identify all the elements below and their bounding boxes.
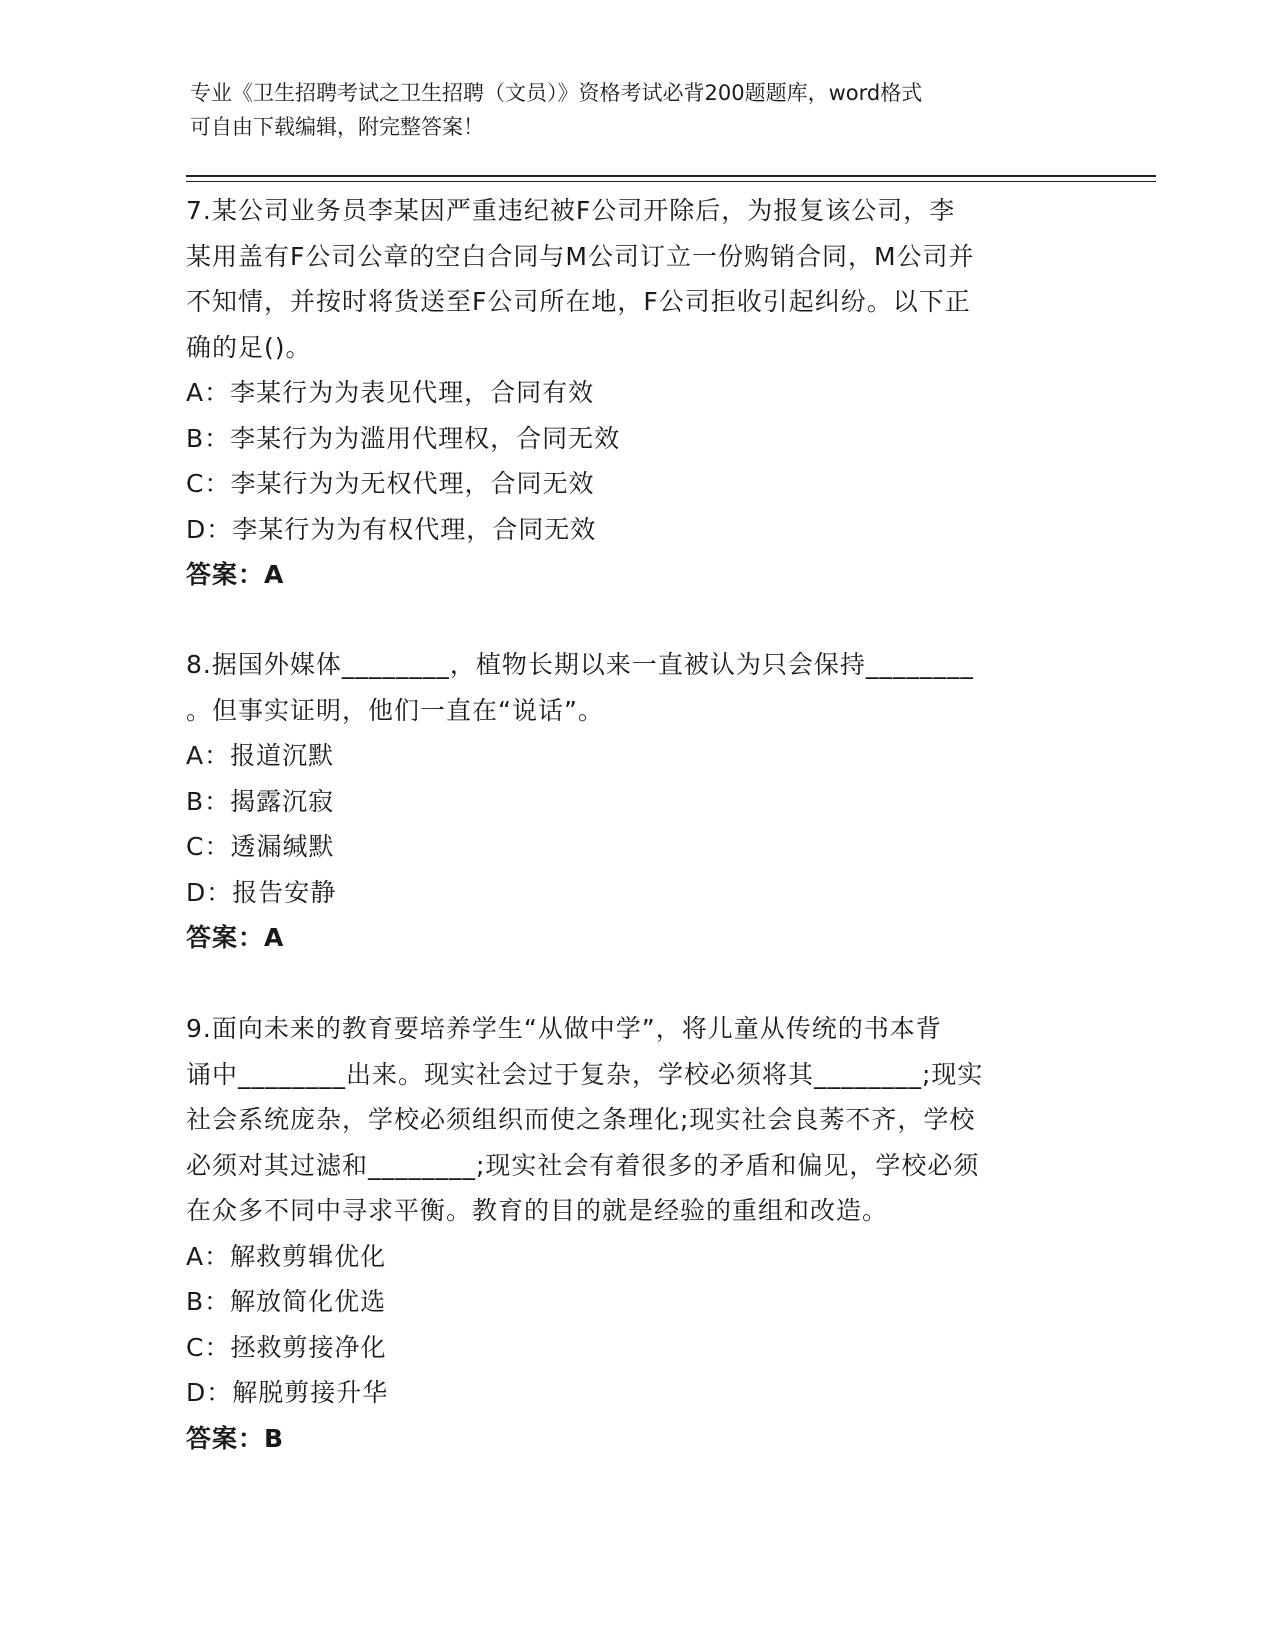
- question-text-line: 确的足()。: [186, 332, 312, 362]
- option-a: A：李某行为为表见代理，合同有效: [186, 378, 595, 407]
- question-text-line: 诵中________出来。现实社会过于复杂，学校必须将其________;现实: [186, 1059, 984, 1089]
- header-title-line-2: 可自由下载编辑，附完整答案！: [190, 115, 484, 139]
- option-d: D：报告安静: [186, 877, 337, 907]
- option-b: B：解放简化优选: [186, 1287, 387, 1316]
- question-text-line: 。但事实证明，他们一直在“说话”。: [186, 695, 604, 725]
- question-text-line: 8.据国外媒体________，植物长期以来一直被认为只会保持________: [186, 650, 974, 679]
- option-a: A：报道沉默: [186, 741, 335, 770]
- option-b: B：揭露沉寂: [186, 786, 335, 816]
- option-c: C：李某行为为无权代理，合同无效: [186, 469, 595, 498]
- question-text-line: 某用盖有F公司公章的空白合同与M公司订立一份购销合同，M公司并: [186, 241, 975, 271]
- question-text-line: 9.面向未来的教育要培养学生“从做中学”，将儿童从传统的书本背: [186, 1014, 942, 1043]
- option-b: B：李某行为为滥用代理权，合同无效: [186, 423, 621, 453]
- option-d: D：解脱剪接升华: [186, 1378, 389, 1407]
- question-text-line: 7.某公司业务员李某因严重违纪被F公司开除后，为报复该公司，李: [186, 196, 956, 225]
- header-divider-thick: [186, 175, 1156, 177]
- answer-label: 答案：A: [186, 923, 285, 952]
- question-8: [186, 642, 1086, 961]
- option-c: C：透漏缄默: [186, 832, 335, 861]
- question-text-line: 社会系统庞杂，学校必须组织而使之条理化;现实社会良莠不齐，学校: [186, 1105, 976, 1134]
- header-title-line-1: 专业《卫生招聘考试之卫生招聘（文员）》资格考试必背200题题库，word格式: [190, 81, 923, 105]
- document-header: [190, 76, 1090, 144]
- answer-label: 答案：A: [186, 560, 285, 589]
- question-text-line: 不知情，并按时将货送至F公司所在地，F公司拒收引起纠纷。以下正: [186, 287, 971, 316]
- question-7: [186, 188, 1086, 598]
- header-divider-thin: [186, 181, 1156, 182]
- question-9: [186, 1006, 1086, 1461]
- question-text-line: 必须对其过滤和________;现实社会有着很多的矛盾和偏见，学校必须: [186, 1150, 980, 1180]
- question-text-line: 在众多不同中寻求平衡。教育的目的就是经验的重组和改造。: [186, 1196, 889, 1225]
- answer-label: 答案：B: [186, 1423, 285, 1453]
- option-d: D：李某行为为有权代理，合同无效: [186, 514, 597, 544]
- option-c: C：拯救剪接净化: [186, 1332, 387, 1362]
- option-a: A：解救剪辑优化: [186, 1241, 387, 1271]
